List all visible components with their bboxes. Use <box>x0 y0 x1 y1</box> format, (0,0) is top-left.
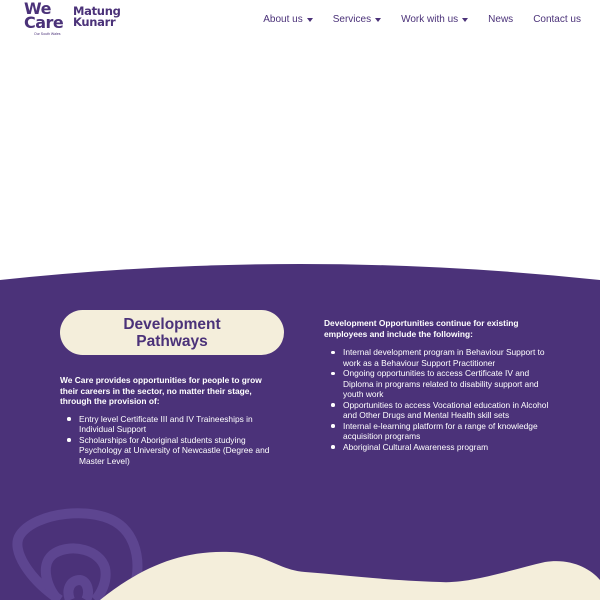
logo-we-care: We Care <box>24 0 64 32</box>
site-header <box>0 0 600 44</box>
nav-label: News <box>488 14 514 25</box>
caret-down-icon <box>375 18 381 22</box>
left-intro: We Care provides opportunities for people to grow their careers in the sector, no matter their stage, through the provision of: <box>60 375 262 406</box>
main-nav <box>243 14 581 25</box>
section-title: Development Pathways <box>123 315 221 350</box>
left-list <box>60 414 282 467</box>
nav-label: Services <box>332 14 372 25</box>
nav-services[interactable] <box>333 14 381 25</box>
nav-work-with-us[interactable] <box>401 14 468 25</box>
nav-about-us[interactable] <box>263 14 312 25</box>
list-item: Internal development program in Behaviour Support to work as a Behaviour Support Practitioner <box>324 347 554 368</box>
caret-down-icon <box>462 18 468 22</box>
list-item: Entry level Certificate III and IV Traineeships in Individual Support <box>60 414 282 435</box>
nav-news[interactable] <box>488 14 513 25</box>
nav-label: Contact us <box>533 14 581 25</box>
logo-tagline: Our South Wales <box>34 32 61 36</box>
caret-down-icon <box>307 18 313 22</box>
right-list <box>324 347 554 452</box>
list-item: Scholarships for Aboriginal students studying Psychology at University of Newcastle (Degree and Master Level) <box>60 435 282 467</box>
logo-matung-kunarr: Matung Kunarr <box>73 4 121 29</box>
list-item: Internal e-learning platform for a range of knowledge acquisition programs <box>324 421 554 442</box>
list-item: Opportunities to access Vocational education in Alcohol and Other Drugs and Mental Health skill sets <box>324 400 554 421</box>
list-item: Aboriginal Cultural Awareness program <box>324 442 554 453</box>
nav-contact-us[interactable] <box>533 14 581 25</box>
nav-label: Work with us <box>401 14 459 25</box>
right-intro: Development Opportunities continue for existing employees and include the following: <box>324 318 519 339</box>
section-title-pill <box>60 310 284 355</box>
brand-logo[interactable] <box>24 0 134 37</box>
nav-label: About us <box>263 14 303 25</box>
left-column <box>60 375 282 466</box>
list-item: Ongoing opportunities to access Certificate IV and Diploma in programs related to disability support and youth work <box>324 368 554 400</box>
right-column <box>324 318 554 452</box>
